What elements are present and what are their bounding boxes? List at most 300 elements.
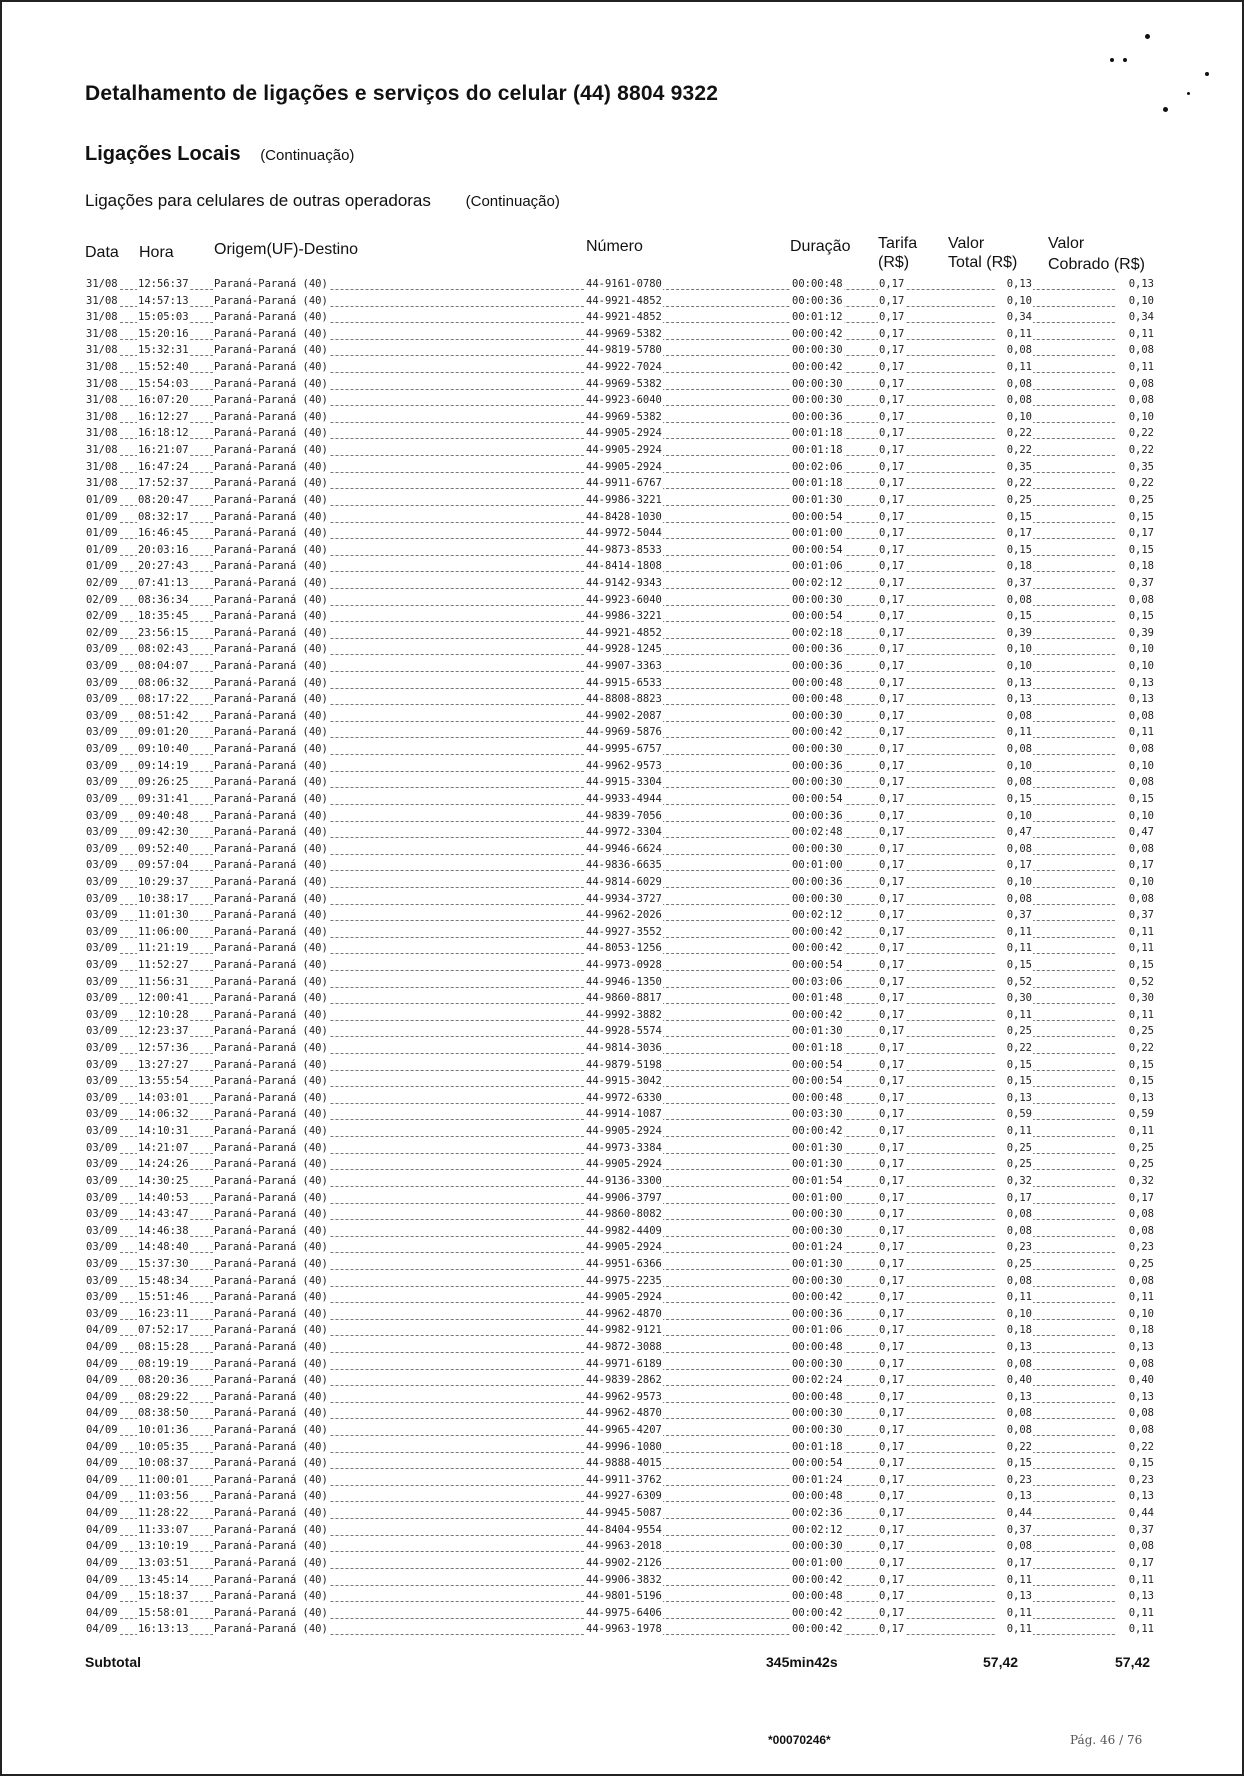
call-origin-destination: Paraná-Paraná (40): [214, 676, 328, 689]
call-rate: 0,17: [879, 1507, 905, 1520]
call-duration: 00:00:36: [792, 759, 843, 772]
call-duration: 00:00:48: [792, 1490, 843, 1503]
call-total: 0,25: [995, 1142, 1033, 1154]
table-row: [85, 277, 1155, 294]
call-duration: 00:00:42: [792, 1291, 843, 1304]
call-time: 15:52:40: [138, 361, 189, 374]
call-rate: 0,17: [879, 859, 905, 872]
call-rate: 0,17: [879, 460, 905, 473]
call-charged: 0,15: [1117, 511, 1155, 523]
call-date: 03/09: [86, 1307, 118, 1320]
call-time: 08:36:34: [138, 593, 189, 606]
call-charged: 0,17: [1117, 527, 1155, 539]
call-date: 02/09: [86, 576, 118, 589]
call-time: 17:52:37: [138, 477, 189, 490]
call-number: 44-9946-6624: [586, 842, 662, 855]
table-row: [85, 360, 1155, 377]
call-time: 11:52:27: [138, 958, 189, 971]
call-duration: 00:02:24: [792, 1374, 843, 1387]
table-row: [85, 1573, 1155, 1590]
column-header-time: Hora: [139, 244, 174, 261]
call-date: 04/09: [86, 1523, 118, 1536]
call-number: 44-9915-6533: [586, 676, 662, 689]
call-time: 13:27:27: [138, 1058, 189, 1071]
table-row: [85, 1024, 1155, 1041]
call-total: 0,22: [995, 444, 1033, 456]
call-date: 01/09: [86, 560, 118, 573]
call-number: 44-9928-1245: [586, 643, 662, 656]
call-time: 08:19:19: [138, 1357, 189, 1370]
call-time: 09:10:40: [138, 743, 189, 756]
rate-unit: (R$): [878, 254, 910, 271]
call-duration: 00:00:36: [792, 643, 843, 656]
call-time: 10:01:36: [138, 1424, 189, 1437]
call-duration: 00:01:18: [792, 444, 843, 457]
call-charged: 0,08: [1117, 1540, 1155, 1552]
call-origin-destination: Paraná-Paraná (40): [214, 1108, 328, 1121]
call-rate: 0,17: [879, 892, 905, 905]
call-charged: 0,13: [1117, 1490, 1155, 1502]
call-time: 09:42:30: [138, 826, 189, 839]
call-rate: 0,17: [879, 394, 905, 407]
call-date: 04/09: [86, 1540, 118, 1553]
call-time: 13:55:54: [138, 1075, 189, 1088]
call-charged: 0,15: [1117, 959, 1155, 971]
call-charged: 0,08: [1117, 1424, 1155, 1436]
call-total: 0,22: [995, 1441, 1033, 1453]
call-charged: 0,22: [1117, 1042, 1155, 1054]
call-charged: 0,11: [1117, 1125, 1155, 1137]
call-duration: 00:00:36: [792, 875, 843, 888]
call-number: 44-9872-3088: [586, 1341, 662, 1353]
call-number: 44-9907-3363: [586, 660, 662, 673]
call-date: 03/09: [86, 1008, 118, 1021]
call-date: 03/09: [86, 1257, 118, 1270]
call-time: 08:04:07: [138, 660, 189, 673]
call-total: 0,15: [995, 793, 1033, 805]
table-row: [85, 593, 1155, 610]
call-charged: 0,10: [1117, 295, 1155, 307]
call-number: 44-9873-8533: [586, 543, 662, 556]
call-date: 03/09: [86, 792, 118, 805]
call-number: 44-9914-1087: [586, 1108, 662, 1121]
call-number: 44-9946-1350: [586, 975, 662, 988]
call-date: 31/08: [86, 394, 118, 407]
call-charged: 0,10: [1117, 810, 1155, 822]
call-duration: 00:02:12: [792, 909, 843, 922]
call-charged: 0,52: [1117, 976, 1155, 988]
table-row: [85, 1274, 1155, 1291]
call-origin-destination: Paraná-Paraná (40): [214, 1424, 328, 1437]
call-rate: 0,17: [879, 1191, 905, 1204]
call-duration: 00:02:36: [792, 1507, 843, 1520]
call-number: 44-9996-1080: [586, 1440, 662, 1453]
table-row: [85, 1539, 1155, 1556]
call-charged: 0,17: [1117, 1557, 1155, 1569]
call-date: 31/08: [86, 410, 118, 423]
total-label: Valor: [948, 235, 985, 252]
call-date: 04/09: [86, 1507, 118, 1520]
table-row: [85, 1406, 1155, 1423]
call-total: 0,08: [995, 1540, 1033, 1552]
call-rate: 0,17: [879, 294, 905, 307]
call-time: 14:57:13: [138, 294, 189, 307]
call-total: 0,08: [995, 776, 1033, 788]
call-rate: 0,17: [879, 1241, 905, 1254]
call-duration: 00:00:42: [792, 361, 843, 374]
call-time: 14:10:31: [138, 1125, 189, 1138]
rate-label: Tarifa: [878, 235, 918, 252]
call-total: 0,13: [995, 693, 1033, 705]
call-charged: 0,44: [1117, 1507, 1155, 1519]
call-rate: 0,17: [879, 1623, 905, 1636]
call-total: 0,37: [995, 1524, 1033, 1536]
call-rate: 0,17: [879, 1141, 905, 1154]
call-duration: 00:00:30: [792, 344, 843, 357]
call-time: 14:43:47: [138, 1208, 189, 1221]
call-date: 04/09: [86, 1556, 118, 1569]
call-rate: 0,17: [879, 909, 905, 922]
call-rate: 0,17: [879, 1540, 905, 1553]
call-date: 04/09: [86, 1623, 118, 1636]
call-duration: 00:00:30: [792, 1540, 843, 1553]
call-charged: 0,30: [1117, 992, 1155, 1004]
call-charged: 0,13: [1117, 1590, 1155, 1602]
table-row: [85, 1008, 1155, 1025]
call-date: 04/09: [86, 1390, 118, 1403]
table-row: [85, 1257, 1155, 1274]
call-duration: 00:00:48: [792, 278, 843, 290]
call-rate: 0,17: [879, 726, 905, 739]
call-duration: 00:01:06: [792, 560, 843, 573]
call-date: 03/09: [86, 809, 118, 822]
call-date: 03/09: [86, 1291, 118, 1304]
call-charged: 0,22: [1117, 444, 1155, 456]
call-number: 44-9927-6309: [586, 1490, 662, 1503]
call-duration: 00:00:48: [792, 1341, 843, 1353]
call-charged: 0,18: [1117, 1324, 1155, 1336]
call-total: 0,22: [995, 477, 1033, 489]
call-date: 03/09: [86, 1274, 118, 1287]
call-charged: 0,25: [1117, 494, 1155, 506]
call-charged: 0,08: [1117, 344, 1155, 356]
call-total: 0,25: [995, 1158, 1033, 1170]
call-total: 0,11: [995, 1623, 1033, 1635]
call-date: 03/09: [86, 643, 118, 656]
call-number: 44-9969-5382: [586, 377, 662, 390]
call-charged: 0,59: [1117, 1108, 1155, 1120]
call-duration: 00:01:24: [792, 1241, 843, 1254]
call-rate: 0,17: [879, 826, 905, 839]
call-number: 44-9879-5198: [586, 1058, 662, 1071]
call-total: 0,11: [995, 1607, 1033, 1619]
call-time: 13:10:19: [138, 1540, 189, 1553]
call-date: 02/09: [86, 626, 118, 639]
call-charged: 0,37: [1117, 909, 1155, 921]
call-time: 11:33:07: [138, 1523, 189, 1536]
call-duration: 00:01:30: [792, 1141, 843, 1154]
table-row: [85, 1207, 1155, 1224]
call-origin-destination: Paraná-Paraná (40): [214, 726, 328, 739]
table-row: [85, 825, 1155, 842]
call-duration: 00:00:42: [792, 1125, 843, 1138]
call-total: 0,11: [995, 1291, 1033, 1303]
call-time: 08:51:42: [138, 709, 189, 722]
call-number: 44-9905-2924: [586, 1241, 662, 1254]
call-time: 11:00:01: [138, 1473, 189, 1486]
call-date: 03/09: [86, 875, 118, 888]
call-duration: 00:00:54: [792, 958, 843, 971]
call-origin-destination: Paraná-Paraná (40): [214, 410, 328, 423]
call-duration: 00:00:36: [792, 294, 843, 307]
call-total: 0,37: [995, 909, 1033, 921]
table-row: [85, 476, 1155, 493]
call-charged: 0,25: [1117, 1258, 1155, 1270]
call-duration: 00:00:54: [792, 1457, 843, 1470]
table-row: [85, 925, 1155, 942]
table-row: [85, 842, 1155, 859]
call-origin-destination: Paraná-Paraná (40): [214, 1374, 328, 1387]
table-row: [85, 410, 1155, 427]
decorative-dot: [1163, 107, 1168, 112]
call-date: 31/08: [86, 361, 118, 374]
table-row: [85, 908, 1155, 925]
call-date: 04/09: [86, 1490, 118, 1503]
call-number: 44-9972-3304: [586, 826, 662, 839]
call-charged: 0,11: [1117, 1009, 1155, 1021]
table-row: [85, 460, 1155, 477]
call-time: 11:01:30: [138, 909, 189, 922]
call-number: 44-9982-4409: [586, 1224, 662, 1237]
call-total: 0,10: [995, 411, 1033, 423]
call-origin-destination: Paraná-Paraná (40): [214, 643, 328, 656]
call-time: 14:24:26: [138, 1158, 189, 1171]
call-total: 0,11: [995, 1125, 1033, 1137]
call-number: 44-9962-4870: [586, 1307, 662, 1320]
table-row: [85, 958, 1155, 975]
call-number: 44-9962-9573: [586, 1390, 662, 1403]
call-time: 09:31:41: [138, 792, 189, 805]
decorative-dot: [1110, 58, 1114, 62]
call-rate: 0,17: [879, 344, 905, 357]
call-number: 44-9142-9343: [586, 576, 662, 589]
table-row: [85, 1473, 1155, 1490]
table-row: [85, 1523, 1155, 1540]
call-duration: 00:00:30: [792, 892, 843, 905]
call-total: 0,25: [995, 494, 1033, 506]
call-duration: 00:02:48: [792, 826, 843, 839]
call-date: 03/09: [86, 1191, 118, 1204]
call-total: 0,13: [995, 1341, 1033, 1353]
call-number: 44-9965-4207: [586, 1424, 662, 1437]
call-duration: 00:00:36: [792, 410, 843, 423]
call-duration: 00:00:36: [792, 660, 843, 673]
call-charged: 0,08: [1117, 1407, 1155, 1419]
call-origin-destination: Paraná-Paraná (40): [214, 477, 328, 490]
call-number: 44-9972-5044: [586, 527, 662, 540]
call-rate: 0,17: [879, 809, 905, 822]
call-charged: 0,11: [1117, 361, 1155, 373]
call-origin-destination: Paraná-Paraná (40): [214, 693, 328, 706]
call-time: 08:32:17: [138, 510, 189, 523]
table-row: [85, 975, 1155, 992]
call-rate: 0,17: [879, 410, 905, 423]
table-row: [85, 1107, 1155, 1124]
call-total: 0,22: [995, 427, 1033, 439]
table-row: [85, 1124, 1155, 1141]
decorative-dot: [1145, 34, 1150, 39]
call-total: 0,37: [995, 577, 1033, 589]
call-rate: 0,17: [879, 1457, 905, 1470]
call-date: 03/09: [86, 992, 118, 1005]
call-origin-destination: Paraná-Paraná (40): [214, 1025, 328, 1038]
call-number: 44-9906-3832: [586, 1573, 662, 1586]
call-number: 44-8428-1030: [586, 510, 662, 523]
call-rate: 0,17: [879, 1158, 905, 1171]
column-header-date: Data: [85, 244, 119, 261]
call-total: 0,15: [995, 1059, 1033, 1071]
call-rate: 0,17: [879, 1257, 905, 1270]
call-date: 03/09: [86, 842, 118, 855]
call-origin-destination: Paraná-Paraná (40): [214, 294, 328, 307]
call-number: 44-9945-5087: [586, 1507, 662, 1520]
call-total: 0,10: [995, 295, 1033, 307]
call-origin-destination: Paraná-Paraná (40): [214, 460, 328, 473]
call-date: 03/09: [86, 1025, 118, 1038]
column-header-rate: [878, 234, 917, 272]
call-duration: 00:01:30: [792, 1025, 843, 1038]
call-date: 04/09: [86, 1341, 118, 1353]
charged-unit: Cobrado (R$): [1048, 256, 1145, 273]
call-time: 16:12:27: [138, 410, 189, 423]
call-rate: 0,17: [879, 1590, 905, 1603]
call-number: 44-9819-5780: [586, 344, 662, 357]
call-date: 04/09: [86, 1440, 118, 1453]
section-name: Ligações Locais: [85, 143, 241, 165]
call-origin-destination: Paraná-Paraná (40): [214, 859, 328, 872]
call-date: 31/08: [86, 460, 118, 473]
call-time: 11:56:31: [138, 975, 189, 988]
call-date: 04/09: [86, 1457, 118, 1470]
call-number: 44-9982-9121: [586, 1324, 662, 1337]
call-origin-destination: Paraná-Paraná (40): [214, 1191, 328, 1204]
call-duration: 00:02:18: [792, 626, 843, 639]
call-time: 09:52:40: [138, 842, 189, 855]
call-charged: 0,08: [1117, 1275, 1155, 1287]
call-charged: 0,40: [1117, 1374, 1155, 1386]
table-row: [85, 526, 1155, 543]
call-date: 03/09: [86, 1208, 118, 1221]
table-row: [85, 1041, 1155, 1058]
call-number: 44-9973-3384: [586, 1141, 662, 1154]
call-duration: 00:00:42: [792, 1008, 843, 1021]
call-time: 16:13:13: [138, 1623, 189, 1636]
table-row: [85, 659, 1155, 676]
call-charged: 0,18: [1117, 560, 1155, 572]
call-duration: 00:00:36: [792, 809, 843, 822]
call-rate: 0,17: [879, 543, 905, 556]
call-charged: 0,47: [1117, 826, 1155, 838]
column-header-total: [948, 234, 1017, 272]
call-time: 15:54:03: [138, 377, 189, 390]
table-row: [85, 725, 1155, 742]
call-total: 0,13: [995, 677, 1033, 689]
call-time: 09:26:25: [138, 776, 189, 789]
call-duration: 00:01:48: [792, 992, 843, 1005]
call-date: 03/09: [86, 776, 118, 789]
call-total: 0,15: [995, 610, 1033, 622]
call-number: 44-9906-3797: [586, 1191, 662, 1204]
call-duration: 00:00:54: [792, 543, 843, 556]
call-date: 03/09: [86, 975, 118, 988]
call-total: 0,23: [995, 1474, 1033, 1486]
call-duration: 00:00:42: [792, 925, 843, 938]
table-row: [85, 1307, 1155, 1324]
call-number: 44-9969-5382: [586, 410, 662, 423]
call-duration: 00:01:18: [792, 1440, 843, 1453]
call-time: 16:18:12: [138, 427, 189, 440]
call-origin-destination: Paraná-Paraná (40): [214, 1473, 328, 1486]
call-total: 0,10: [995, 660, 1033, 672]
call-total: 0,17: [995, 527, 1033, 539]
call-rate: 0,17: [879, 327, 905, 340]
call-total: 0,59: [995, 1108, 1033, 1120]
call-total: 0,30: [995, 992, 1033, 1004]
call-time: 16:23:11: [138, 1307, 189, 1320]
call-duration: 00:00:42: [792, 1606, 843, 1619]
call-total: 0,11: [995, 726, 1033, 738]
call-charged: 0,17: [1117, 1192, 1155, 1204]
call-origin-destination: Paraná-Paraná (40): [214, 278, 328, 290]
call-rate: 0,17: [879, 477, 905, 490]
call-time: 11:03:56: [138, 1490, 189, 1503]
call-number: 44-9973-0928: [586, 958, 662, 971]
decorative-dot: [1205, 72, 1209, 76]
call-origin-destination: Paraná-Paraná (40): [214, 1257, 328, 1270]
call-time: 20:27:43: [138, 560, 189, 573]
call-total: 0,35: [995, 461, 1033, 473]
call-number: 44-9839-2862: [586, 1374, 662, 1387]
call-time: 11:06:00: [138, 925, 189, 938]
call-date: 04/09: [86, 1424, 118, 1437]
call-total: 0,10: [995, 643, 1033, 655]
call-origin-destination: Paraná-Paraná (40): [214, 925, 328, 938]
table-row: [85, 393, 1155, 410]
call-total: 0,13: [995, 1490, 1033, 1502]
call-time: 15:48:34: [138, 1274, 189, 1287]
table-row: [85, 1556, 1155, 1573]
call-total: 0,10: [995, 810, 1033, 822]
call-time: 09:01:20: [138, 726, 189, 739]
call-total: 0,08: [995, 710, 1033, 722]
table-row: [85, 443, 1155, 460]
call-total: 0,08: [995, 1424, 1033, 1436]
call-duration: 00:00:54: [792, 510, 843, 523]
call-duration: 00:01:54: [792, 1174, 843, 1187]
call-duration: 00:00:30: [792, 394, 843, 407]
call-charged: 0,10: [1117, 876, 1155, 888]
call-charged: 0,11: [1117, 1623, 1155, 1635]
call-rate: 0,17: [879, 1490, 905, 1503]
call-origin-destination: Paraná-Paraná (40): [214, 759, 328, 772]
call-number: 44-9995-6757: [586, 743, 662, 756]
call-rate: 0,17: [879, 1556, 905, 1569]
call-number: 44-8053-1256: [586, 942, 662, 955]
call-charged: 0,08: [1117, 378, 1155, 390]
call-duration: 00:00:48: [792, 1390, 843, 1403]
call-origin-destination: Paraná-Paraná (40): [214, 1540, 328, 1553]
table-row: [85, 858, 1155, 875]
